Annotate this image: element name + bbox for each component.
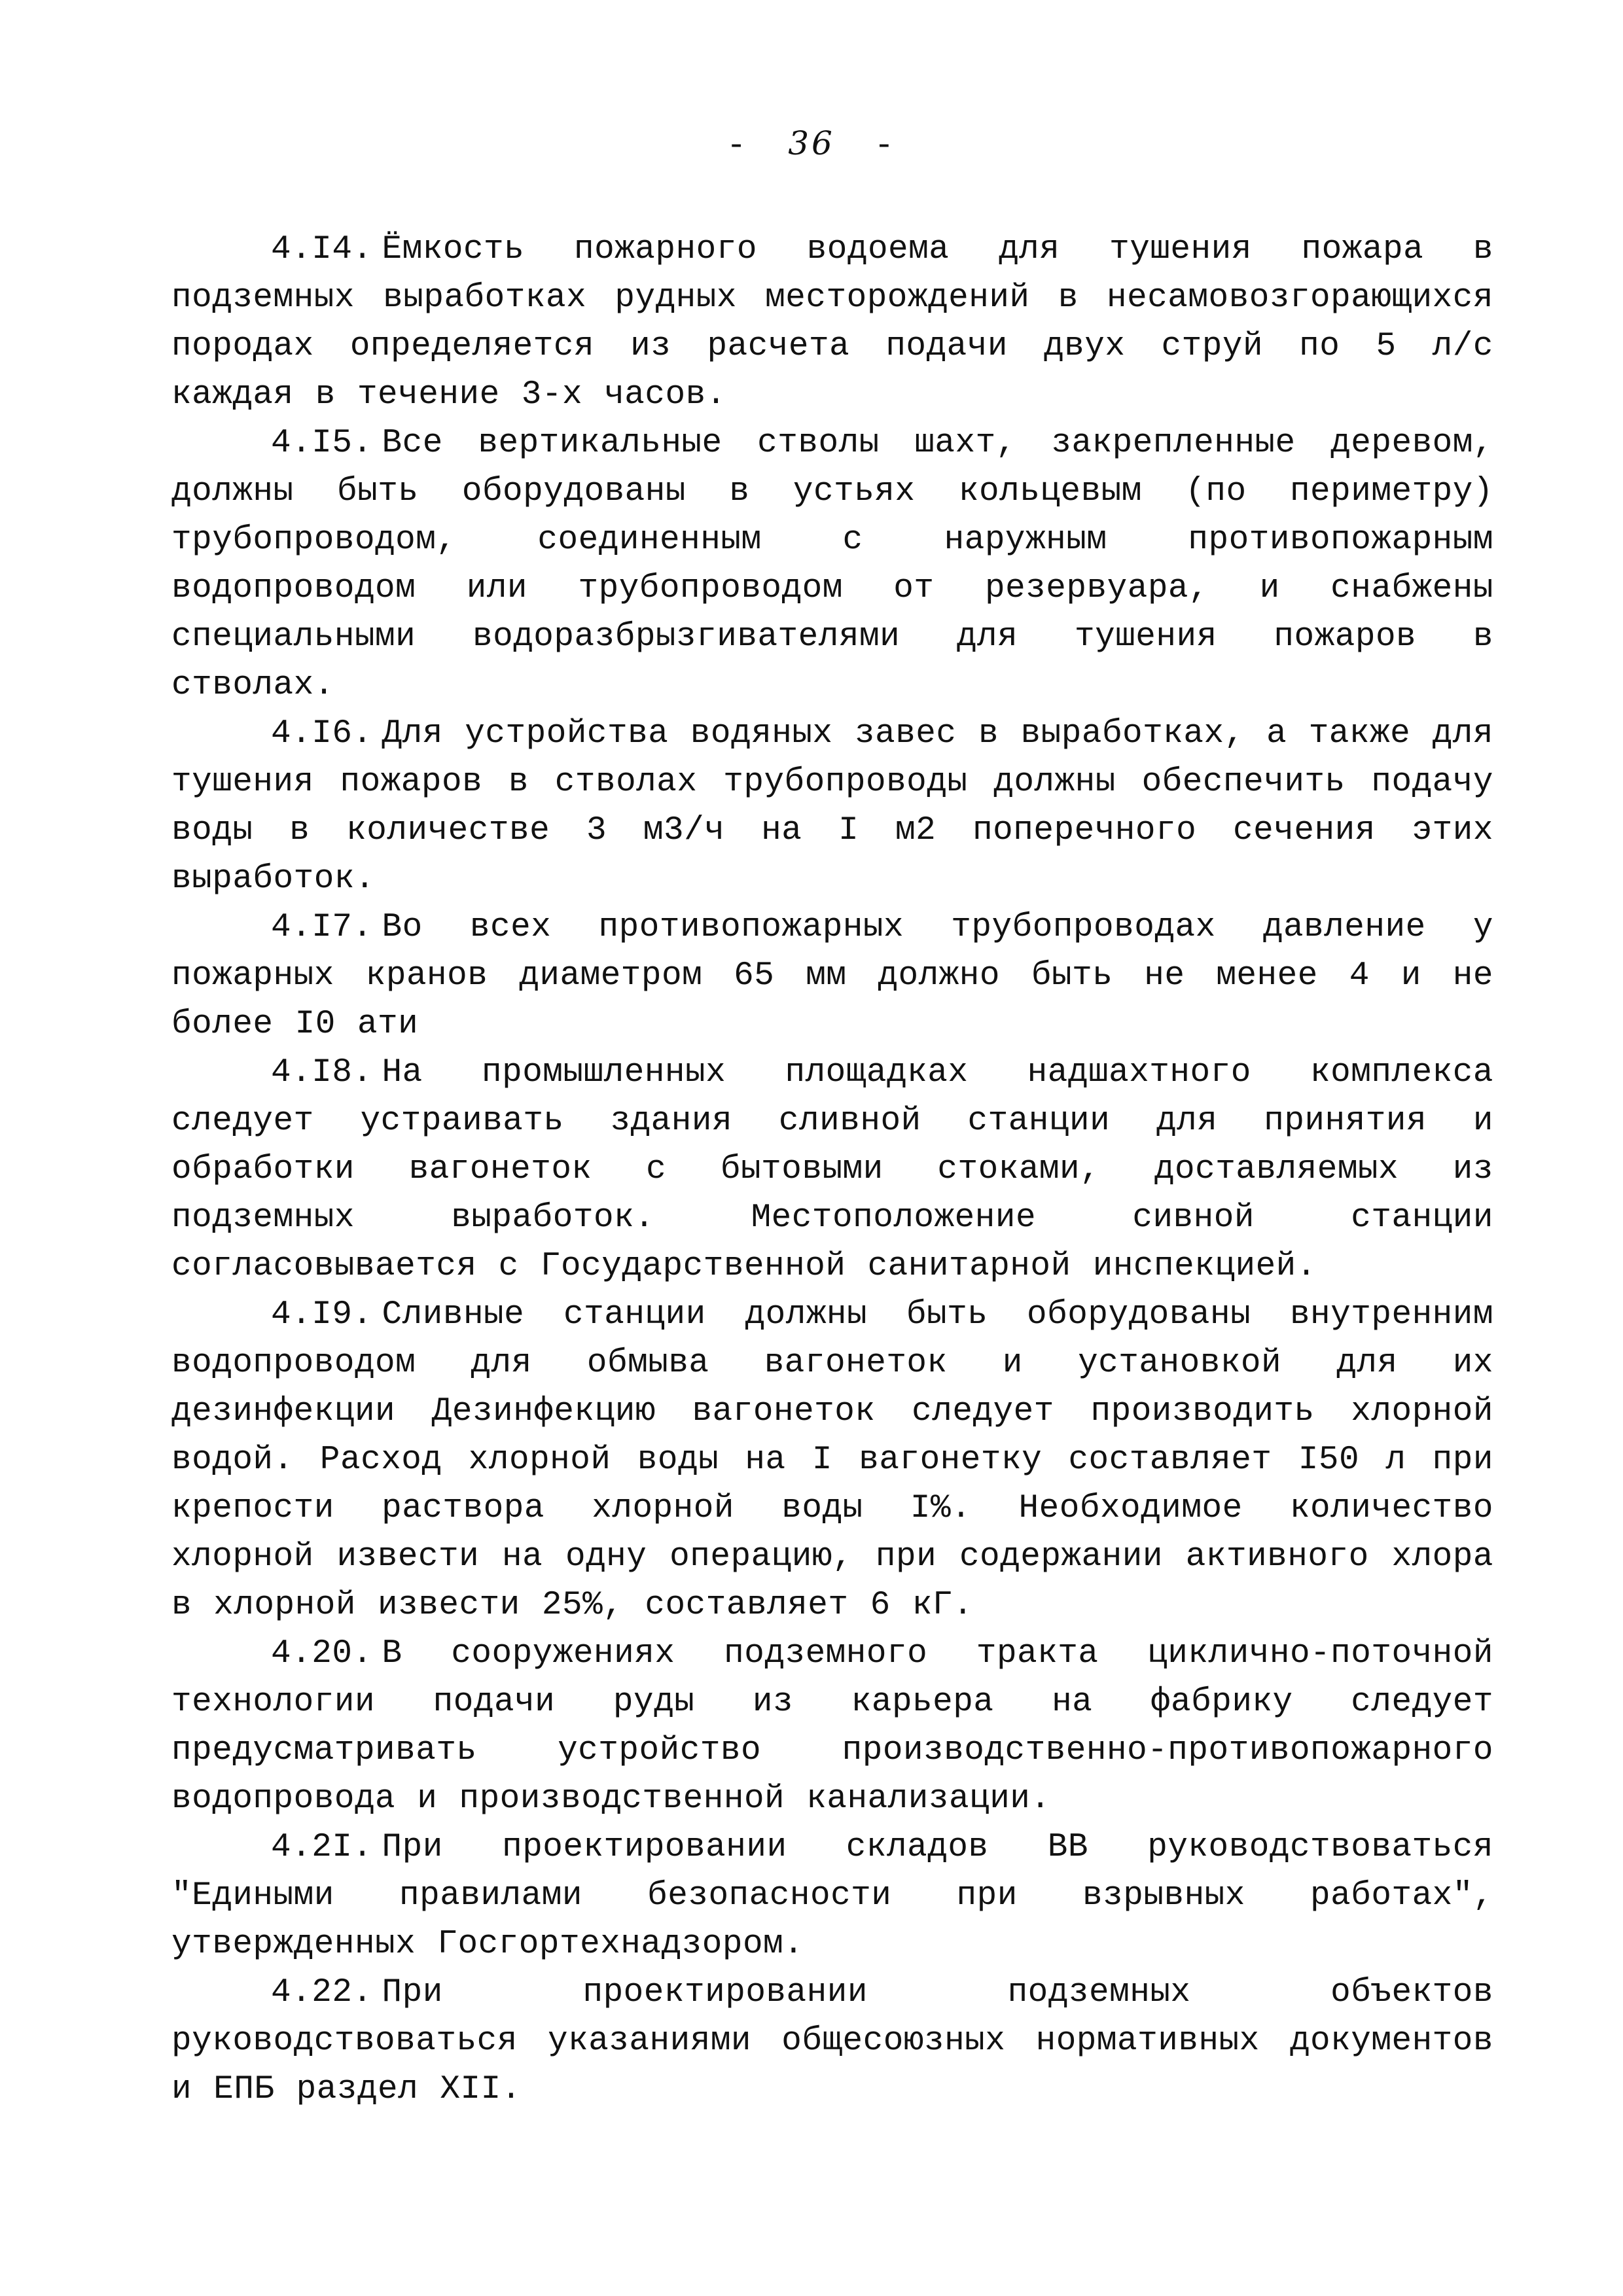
page-number-value: 36	[788, 124, 835, 162]
paragraph-number: 4.I7.	[271, 909, 373, 946]
paragraph-text: При проектировании складов ВВ руководствоваться "Едиными правилами безопасности при взрывных работах", утвержденных Госгортехнадзором.	[171, 1829, 1493, 1963]
paragraph-text: Ёмкость пожарного водоема для тушения пожара в подземных выработках рудных месторождений в несамовозгорающихся породах определяется из расчета подачи двух струй по 5 л/с каждая в течение 3-х часов.	[171, 231, 1493, 414]
paragraph-text: При проектировании подземных объектов руководствоваться указаниями общесоюзных нормативных документов и ЕПБ раздел XII.	[171, 1974, 1493, 2108]
paragraph-4-21	[171, 1824, 1493, 1969]
page-number-suffix: -	[874, 128, 897, 165]
paragraph-4-14	[171, 226, 1493, 419]
paragraph-number: 4.I4.	[271, 231, 373, 268]
paragraph-4-20	[171, 1630, 1493, 1824]
paragraph-number: 4.20.	[271, 1635, 373, 1672]
paragraph-text: Все вертикальные стволы шахт, закрепленные деревом, должны быть оборудованы в устьях кольцевым (по периметру) трубопроводом, соединенным с наружным противопожарным водопроводом или трубопроводом от резервуара, и снабжены специальными водоразбрызгивателями для тушения пожаров в стволах.	[171, 425, 1493, 704]
paragraph-number: 4.I5.	[271, 425, 373, 462]
paragraph-text: Во всех противопожарных трубопроводах давление у пожарных кранов диаметром 65 мм должно быть не менее 4 и не более I0 ати	[171, 909, 1493, 1043]
paragraph-4-15	[171, 419, 1493, 710]
paragraph-number: 4.I9.	[271, 1296, 373, 1333]
paragraph-4-16	[171, 710, 1493, 904]
paragraph-4-22	[171, 1969, 1493, 2114]
page-number-prefix: -	[726, 128, 749, 165]
paragraph-number: 4.I8.	[271, 1054, 373, 1091]
page-number	[0, 124, 1623, 165]
paragraph-4-19	[171, 1291, 1493, 1630]
paragraph-text: Для устройства водяных завес в выработках, а также для тушения пожаров в стволах трубопроводы должны обеспечить подачу воды в количестве 3 м3/ч на I м2 поперечного сечения этих выработок.	[171, 715, 1493, 898]
paragraph-number: 4.2I.	[271, 1829, 373, 1866]
paragraph-text: Сливные станции должны быть оборудованы внутренним водопроводом для обмыва вагонеток и установкой для их дезинфекции Дезинфекцию вагонеток следует производить хлорной водой. Расход хлорной воды на I вагонетку составляет I50 л при крепости раствора хлорной воды I%. Необходимое количество хлорной извести на одну операцию, при содержании активного хлора в хлорной извести 25%, составляет 6 кГ.	[171, 1296, 1493, 1624]
paragraph-4-18	[171, 1049, 1493, 1291]
paragraph-text: В сооружениях подземного тракта циклично-поточной технологии подачи руды из карьера на фабрику следует предусматривать устройство производственно-противопожарного водопровода и производственной канализации.	[171, 1635, 1493, 1818]
paragraph-number: 4.I6.	[271, 715, 373, 752]
document-body	[171, 226, 1493, 2114]
paragraph-text: На промышленных площадках надшахтного комплекса следует устраивать здания сливной станции для принятия и обработки вагонеток с бытовыми стоками, доставляемых из подземных выработок. Местоположение сивной станции согласовывается с Государственной санитарной инспекцией.	[171, 1054, 1493, 1285]
paragraph-number: 4.22.	[271, 1974, 373, 2011]
paragraph-4-17	[171, 904, 1493, 1049]
